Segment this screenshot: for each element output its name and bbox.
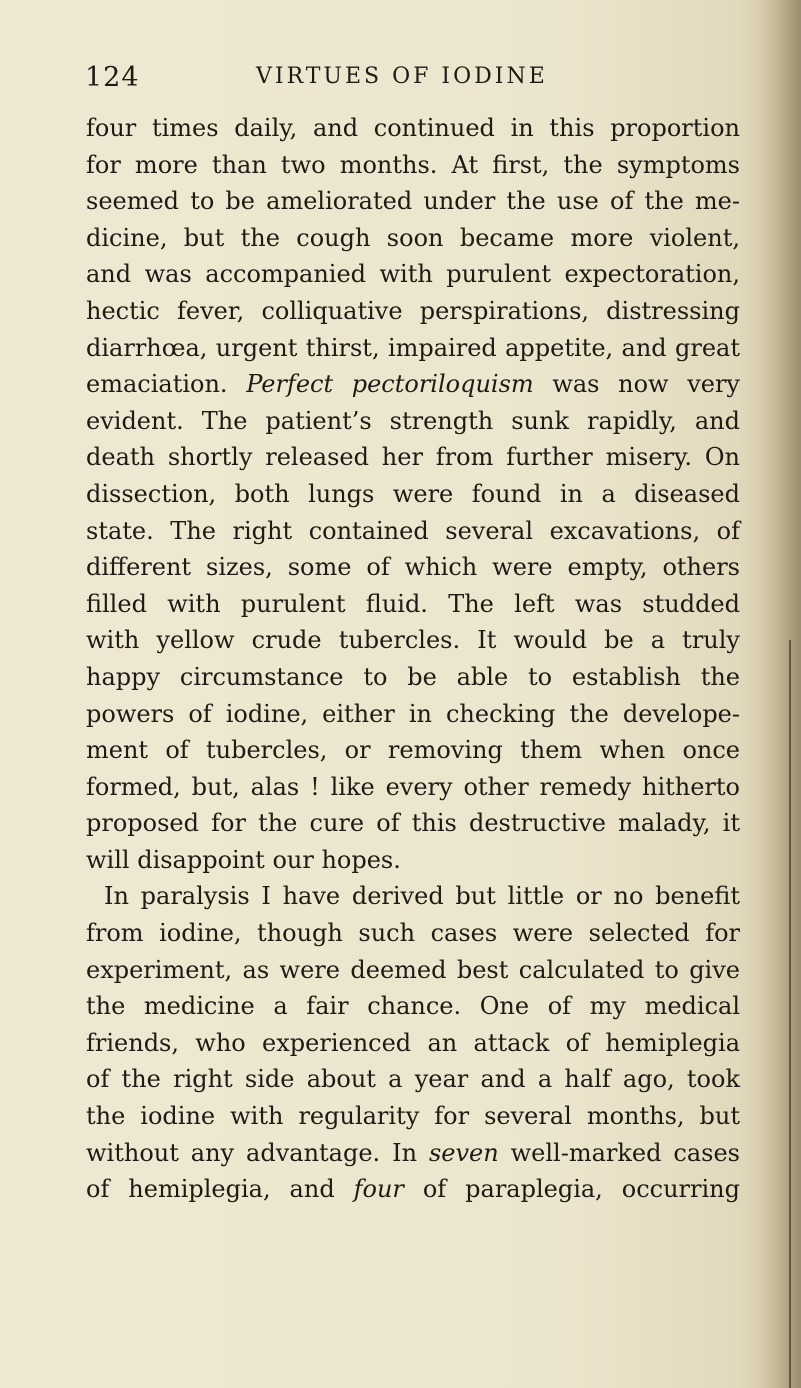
- text-line: [86, 1135, 740, 1172]
- text-line: diarrhœa, urgent thirst, impaired appetite, and great: [86, 333, 740, 362]
- text-line: ment of tubercles, or removing them when once: [86, 736, 740, 765]
- text-line: state. The right contained several excavations, of: [86, 516, 740, 545]
- text-line: from iodine, though such cases were selected for: [86, 919, 740, 948]
- text-line: the medicine a fair chance. One of my medical: [86, 992, 740, 1021]
- text-run: without any advantage. In: [86, 1138, 429, 1167]
- italic-term: seven: [428, 1138, 499, 1167]
- page-edge-shadow: [759, 0, 801, 1388]
- text-line: the iodine with regularity for several months, but: [86, 1102, 740, 1131]
- text-line: with yellow crude tubercles. It would be a truly: [86, 626, 740, 655]
- text-line: formed, but, alas ! like every other remedy hitherto: [86, 772, 740, 801]
- text-line: evident. The patient’s strength sunk rapidly, and: [86, 406, 740, 435]
- text-line: different sizes, some of which were empty, others: [86, 553, 740, 582]
- text-line: filled with purulent fluid. The left was studded: [86, 589, 740, 618]
- text-run: of hemiplegia, and: [86, 1175, 354, 1204]
- running-head: VIRTUES OF IODINE: [256, 64, 548, 89]
- text-line: for more than two months. At first, the symptoms: [86, 150, 740, 179]
- italic-term: Perfect pectoriloquism: [246, 370, 534, 399]
- text-line: of the right side about a year and a half ago, took: [86, 1065, 740, 1094]
- text-line: [86, 366, 740, 403]
- page-edge-line: [789, 640, 791, 1388]
- page-number: 124: [85, 62, 140, 93]
- text-run: of paraplegia, occurring: [403, 1175, 740, 1204]
- text-line: hectic fever, colliquative perspirations, distressing: [86, 296, 740, 325]
- text-run: emaciation.: [86, 370, 247, 399]
- text-line: friends, who experienced an attack of hemiplegia: [86, 1028, 740, 1057]
- text-line: dicine, but the cough soon became more violent,: [86, 223, 740, 252]
- text-line: seemed to be ameliorated under the use of the me-: [86, 187, 740, 216]
- text-line: happy circumstance to be able to establish the: [86, 662, 740, 691]
- text-line: [86, 1171, 740, 1208]
- italic-term: four: [353, 1175, 404, 1204]
- text-run: well-marked cases: [498, 1138, 741, 1167]
- text-line: four times daily, and continued in this proportion: [86, 114, 740, 142]
- text-line: experiment, as were deemed best calculated to give: [86, 955, 740, 984]
- text-line: dissection, both lungs were found in a diseased: [86, 479, 740, 508]
- text-line: In paralysis I have derived but little or no benefit: [104, 882, 740, 911]
- text-line: proposed for the cure of this destructive malady, it: [86, 809, 740, 838]
- text-run: was now very: [533, 370, 740, 399]
- text-line: will disappoint our hopes.: [86, 845, 401, 874]
- text-line: powers of iodine, either in checking the develope-: [86, 699, 740, 728]
- body-text: [86, 110, 740, 1208]
- text-line: death shortly released her from further misery. On: [86, 443, 740, 472]
- text-line: and was accompanied with purulent expectoration,: [86, 260, 740, 289]
